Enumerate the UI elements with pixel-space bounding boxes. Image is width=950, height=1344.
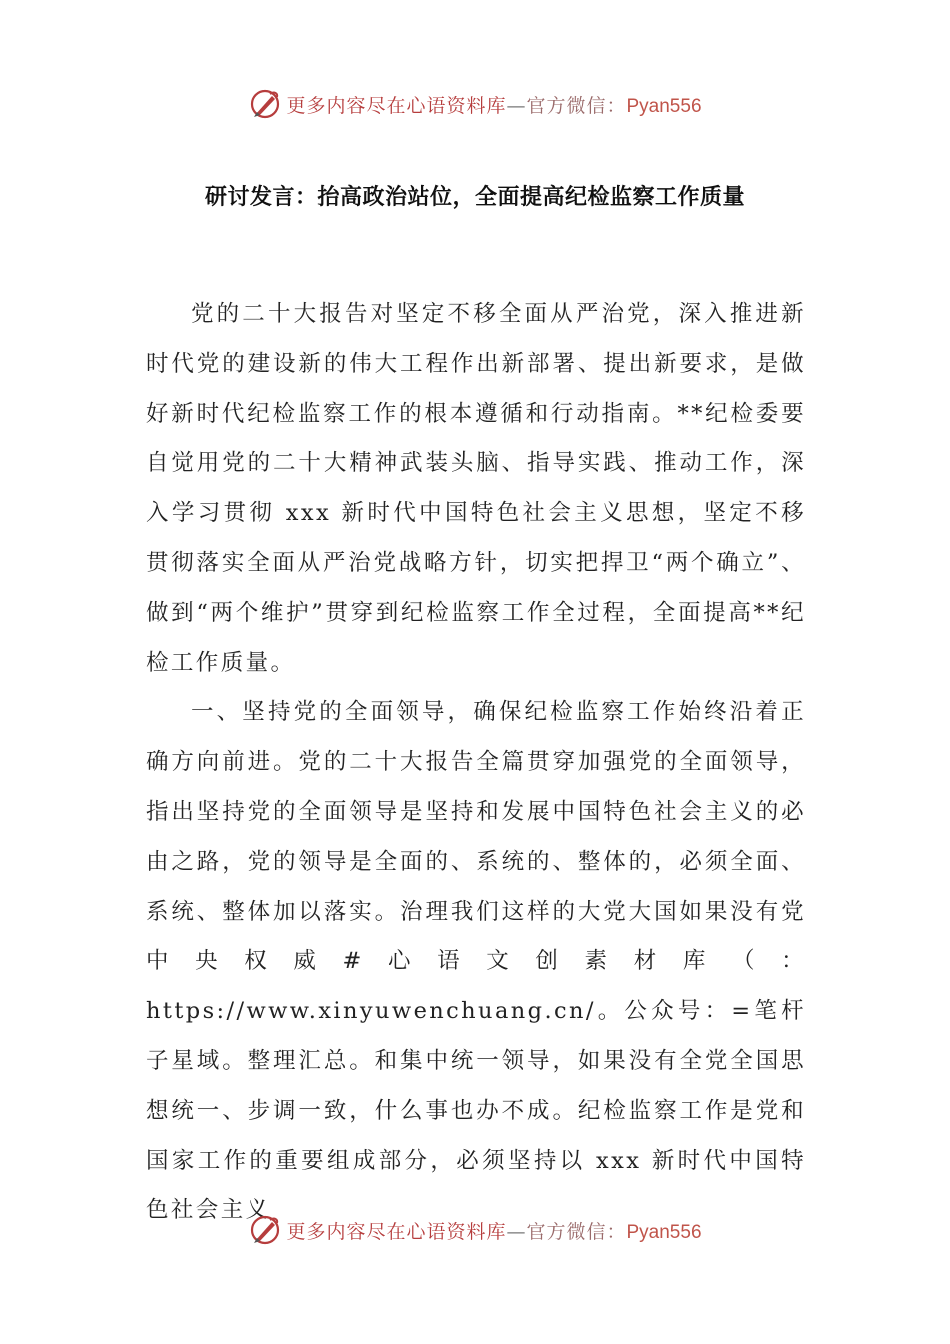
banner-text: 更多内容尽在心语资料库 [286,94,507,117]
banner-wechat-label: 官方微信： [526,94,627,117]
banner-wechat-id: Pyan556 [626,1221,702,1243]
pen-quill-logo [248,1213,282,1247]
document-title: 研讨发言：抬高政治站位，全面提高纪检监察工作质量 [204,185,745,210]
pen-quill-logo [248,87,282,121]
document-body [146,290,806,1236]
banner-separator: — [506,1220,527,1243]
body-paragraph: 一、坚持党的全面领导，确保纪检监察工作始终沿着正确方向前进。党的二十大报告全篇贯穿加强党的全面领导，指出坚持党的全面领导是坚持和发展中国特色社会主义的必由之路，党的领导是全面的、系统的、整体的，必须全面、系统、整体加以落实。治理我们这样的大党大国如果没有党中央权威#心语文创素材库（：https://www.xinyuwenchuang.cn/。公众号：=笔杆子星域。整理汇总。和集中统一领导，如果没有全党全国思想统一、步调一致，什么事也办不成。纪检监察工作是党和国家工作的重要组成部分，必须坚持以 xxx 新时代中国特色社会主义 [146,699,806,1224]
banner-separator: — [506,94,527,117]
banner-wechat-id: Pyan556 [626,95,702,117]
body-paragraph: 党的二十大报告对坚定不移全面从严治党，深入推进新时代党的建设新的伟大工程作出新部署、提出新要求，是做好新时代纪检监察工作的根本遵循和行动指南。**纪检委要自觉用党的二十大精神武装头脑、指导实践、推动工作，深入学习贯彻 xxx 新时代中国特色社会主义思想，坚定不移贯彻落实全面从严治党战略方针，切实把捍卫“两个确立”、做到“两个维护”贯穿到纪检监察工作全过程，全面提高**纪检工作质量。 [146,301,806,676]
banner-text: 更多内容尽在心语资料库 [286,1220,507,1243]
footer-watermark-banner [0,1210,950,1250]
banner-wechat-label: 官方微信： [526,1220,627,1243]
header-watermark-banner [0,84,950,124]
